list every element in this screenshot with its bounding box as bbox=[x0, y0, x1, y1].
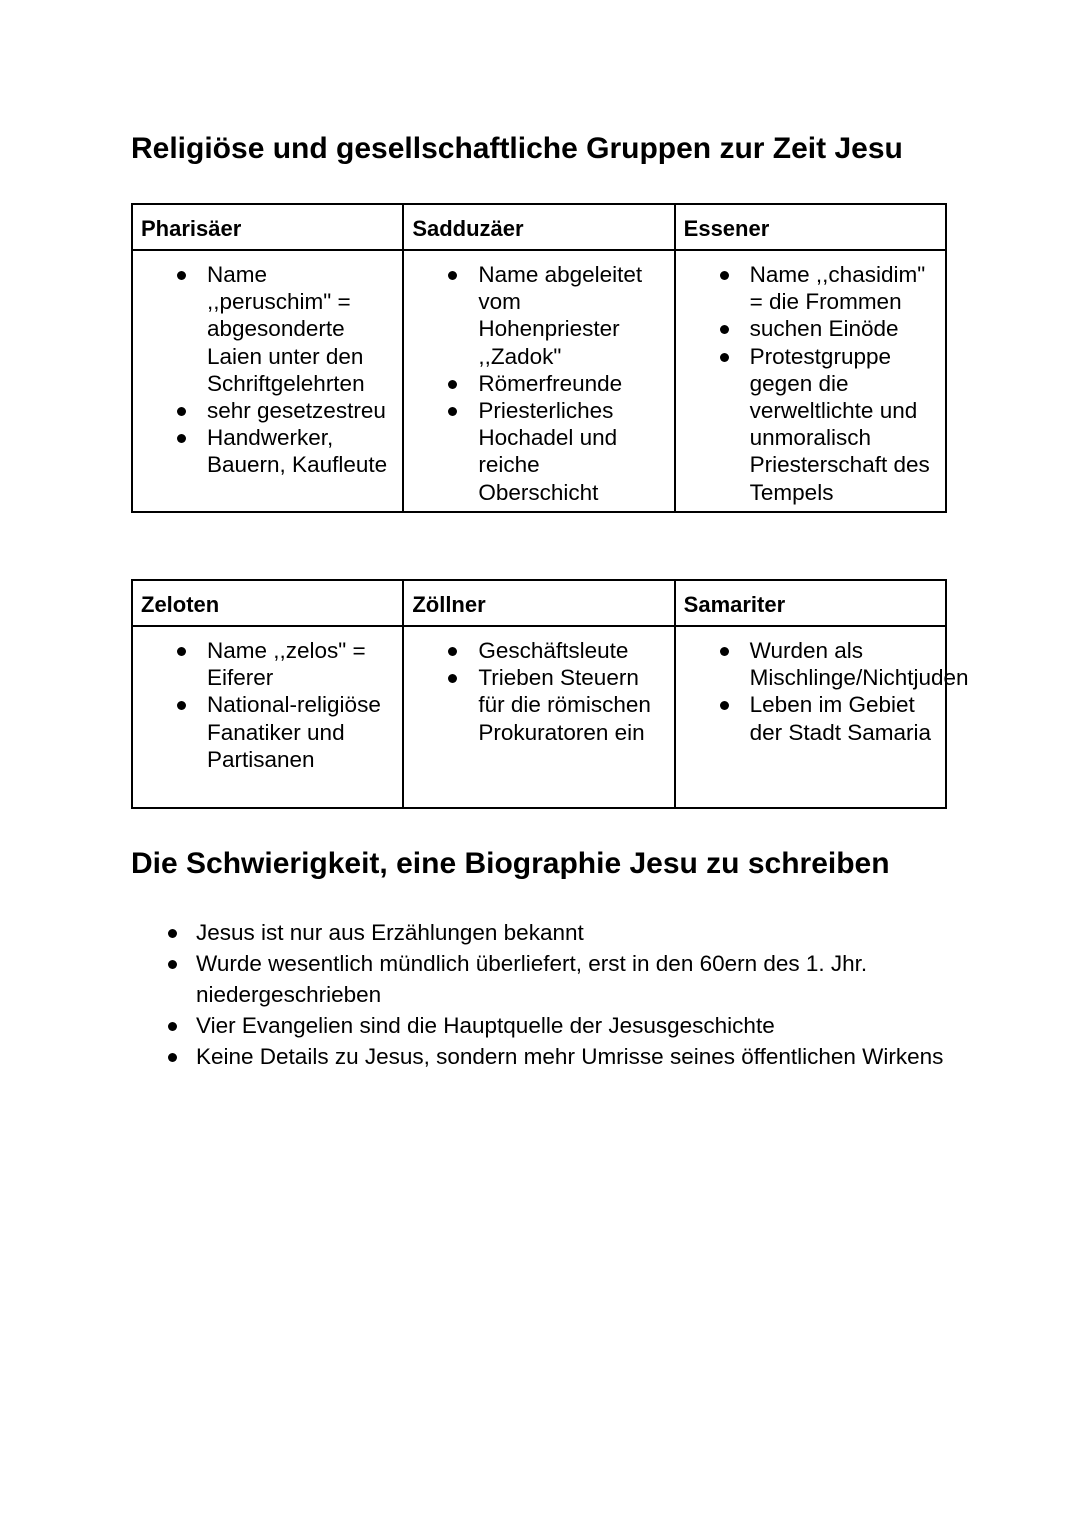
list-item: Priesterliches Hochadel und reiche Oberschicht bbox=[478, 397, 665, 506]
column-header-zoellner: Zöllner bbox=[403, 580, 674, 626]
list-item: Wurde wesentlich mündlich überliefert, erst in den 60ern des 1. Jhr. niedergeschrieben bbox=[196, 948, 996, 1010]
list-item: Name ,,peruschim" = abgesonderte Laien unter den Schriftgelehrten bbox=[207, 261, 394, 397]
column-header-samariter: Samariter bbox=[675, 580, 946, 626]
list-item: Handwerker, Bauern, Kaufleute bbox=[207, 424, 394, 478]
list-item: Wurden als Mischlinge/Nichtjuden bbox=[749, 638, 969, 691]
cell-sadduzaeer bbox=[403, 250, 674, 512]
section-title-biography: Die Schwierigkeit, eine Biographie Jesu zu schreiben bbox=[131, 847, 890, 880]
cell-zoellner bbox=[403, 626, 674, 808]
biography-bullet-list bbox=[131, 917, 996, 1072]
section-title-groups: Religiöse und gesellschaftliche Gruppen zur Zeit Jesu bbox=[131, 132, 903, 165]
cell-samariter bbox=[675, 626, 969, 808]
column-header-zeloten: Zeloten bbox=[132, 580, 403, 626]
list-item: sehr gesetzestreu bbox=[207, 397, 394, 424]
list-item: Geschäftsleute bbox=[478, 637, 665, 664]
list-item: Name ,,chasidim" = die Frommen bbox=[750, 261, 937, 315]
list-item: Protestgruppe gegen die verweltlichte und unmoralisch Priesterschaft des Tempels bbox=[750, 343, 937, 506]
cell-pharisaeer bbox=[132, 250, 403, 512]
list-item: National-religiöse Fanatiker und Partisanen bbox=[207, 691, 394, 773]
list-item: Name abgeleitet vom Hohenpriester ,,Zadok" bbox=[478, 261, 665, 370]
groups-table-2 bbox=[131, 579, 969, 809]
list-item: Trieben Steuern für die römischen Prokuratoren ein bbox=[478, 664, 665, 746]
list-item: suchen Einöde bbox=[750, 315, 937, 342]
list-item: Jesus ist nur aus Erzählungen bekannt bbox=[196, 917, 996, 948]
cell-essener bbox=[675, 250, 946, 512]
column-header-sadduzaeer: Sadduzäer bbox=[403, 204, 674, 250]
groups-table-1 bbox=[131, 203, 947, 513]
column-header-essener: Essener bbox=[675, 204, 946, 250]
list-item: Keine Details zu Jesus, sondern mehr Umrisse seines öffentlichen Wirkens bbox=[196, 1041, 996, 1072]
list-item: Leben im Gebiet der Stadt Samaria bbox=[750, 691, 937, 745]
list-item: Name ,,zelos" = Eiferer bbox=[207, 637, 394, 691]
column-header-pharisaeer: Pharisäer bbox=[132, 204, 403, 250]
list-item: Vier Evangelien sind die Hauptquelle der Jesusgeschichte bbox=[196, 1010, 996, 1041]
list-item: Römerfreunde bbox=[478, 370, 665, 397]
cell-zeloten bbox=[132, 626, 403, 808]
